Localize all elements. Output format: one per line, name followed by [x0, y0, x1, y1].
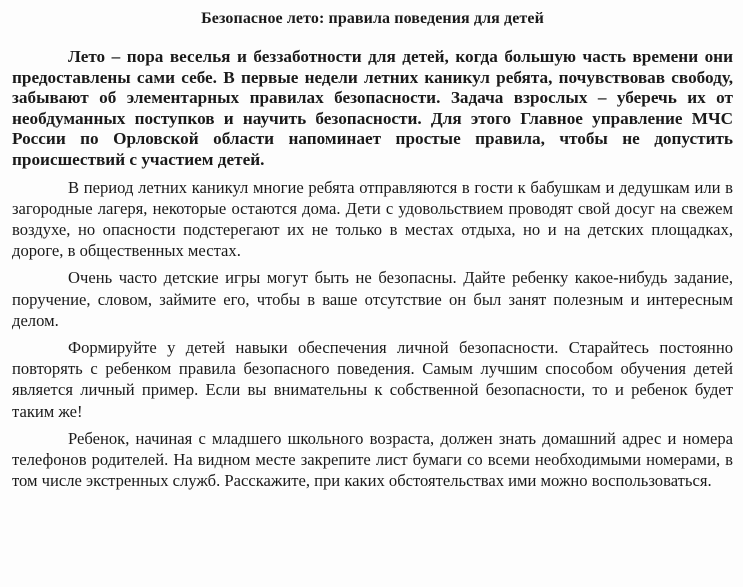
document-title: Безопасное лето: правила поведения для детей — [201, 10, 544, 27]
lead-paragraph: Лето – пора веселья и беззаботности для детей, когда большую часть времени они предоставлены сами себе. В первые недели летних каникул ребята, почувствовав свободу, забывают об элементарных правилах безопасности. Задача взрослых – уберечь их от необдуманных поступков и научить безопасности. Для этого Главное управление МЧС России по Орловской области напоминает простые правила, чтобы не допустить происшествий с участием детей. — [12, 47, 733, 169]
paragraph-child-games: Очень часто детские игры могут быть не безопасны. Дайте ребенку какое-нибудь задание, поручение, словом, займите его, чтобы в ваше отсутствие он был занят полезным и интересным делом. — [12, 268, 733, 330]
paragraph-personal-safety: Формируйте у детей навыки обеспечения личной безопасности. Старайтесь постоянно повторять с ребенком правила безопасного поведения. Самым лучшим способом обучения детей является личный пример. Если вы внимательны к собственной безопасности, то и ребенок будет таким же! — [12, 337, 733, 421]
paragraph-phone-numbers: Ребенок, начиная с младшего школьного возраста, должен знать домашний адрес и номера телефонов родителей. На видном месте закрепите лист бумаги со всеми необходимыми номерами, в том числе экстренных служб. Расскажите, при каких обстоятельствах ими можно воспользоваться. — [12, 428, 733, 491]
paragraph-summer-holidays: В период летних каникул многие ребята отправляются в гости к бабушкам и дедушкам или в загородные лагеря, некоторые остаются дома. Дети с удовольствием проводят свой досуг на свежем воздухе, но опасности подстерегают их не только в местах отдыха, но и на детских площадках, дороге, в общественных местах. — [12, 177, 733, 261]
